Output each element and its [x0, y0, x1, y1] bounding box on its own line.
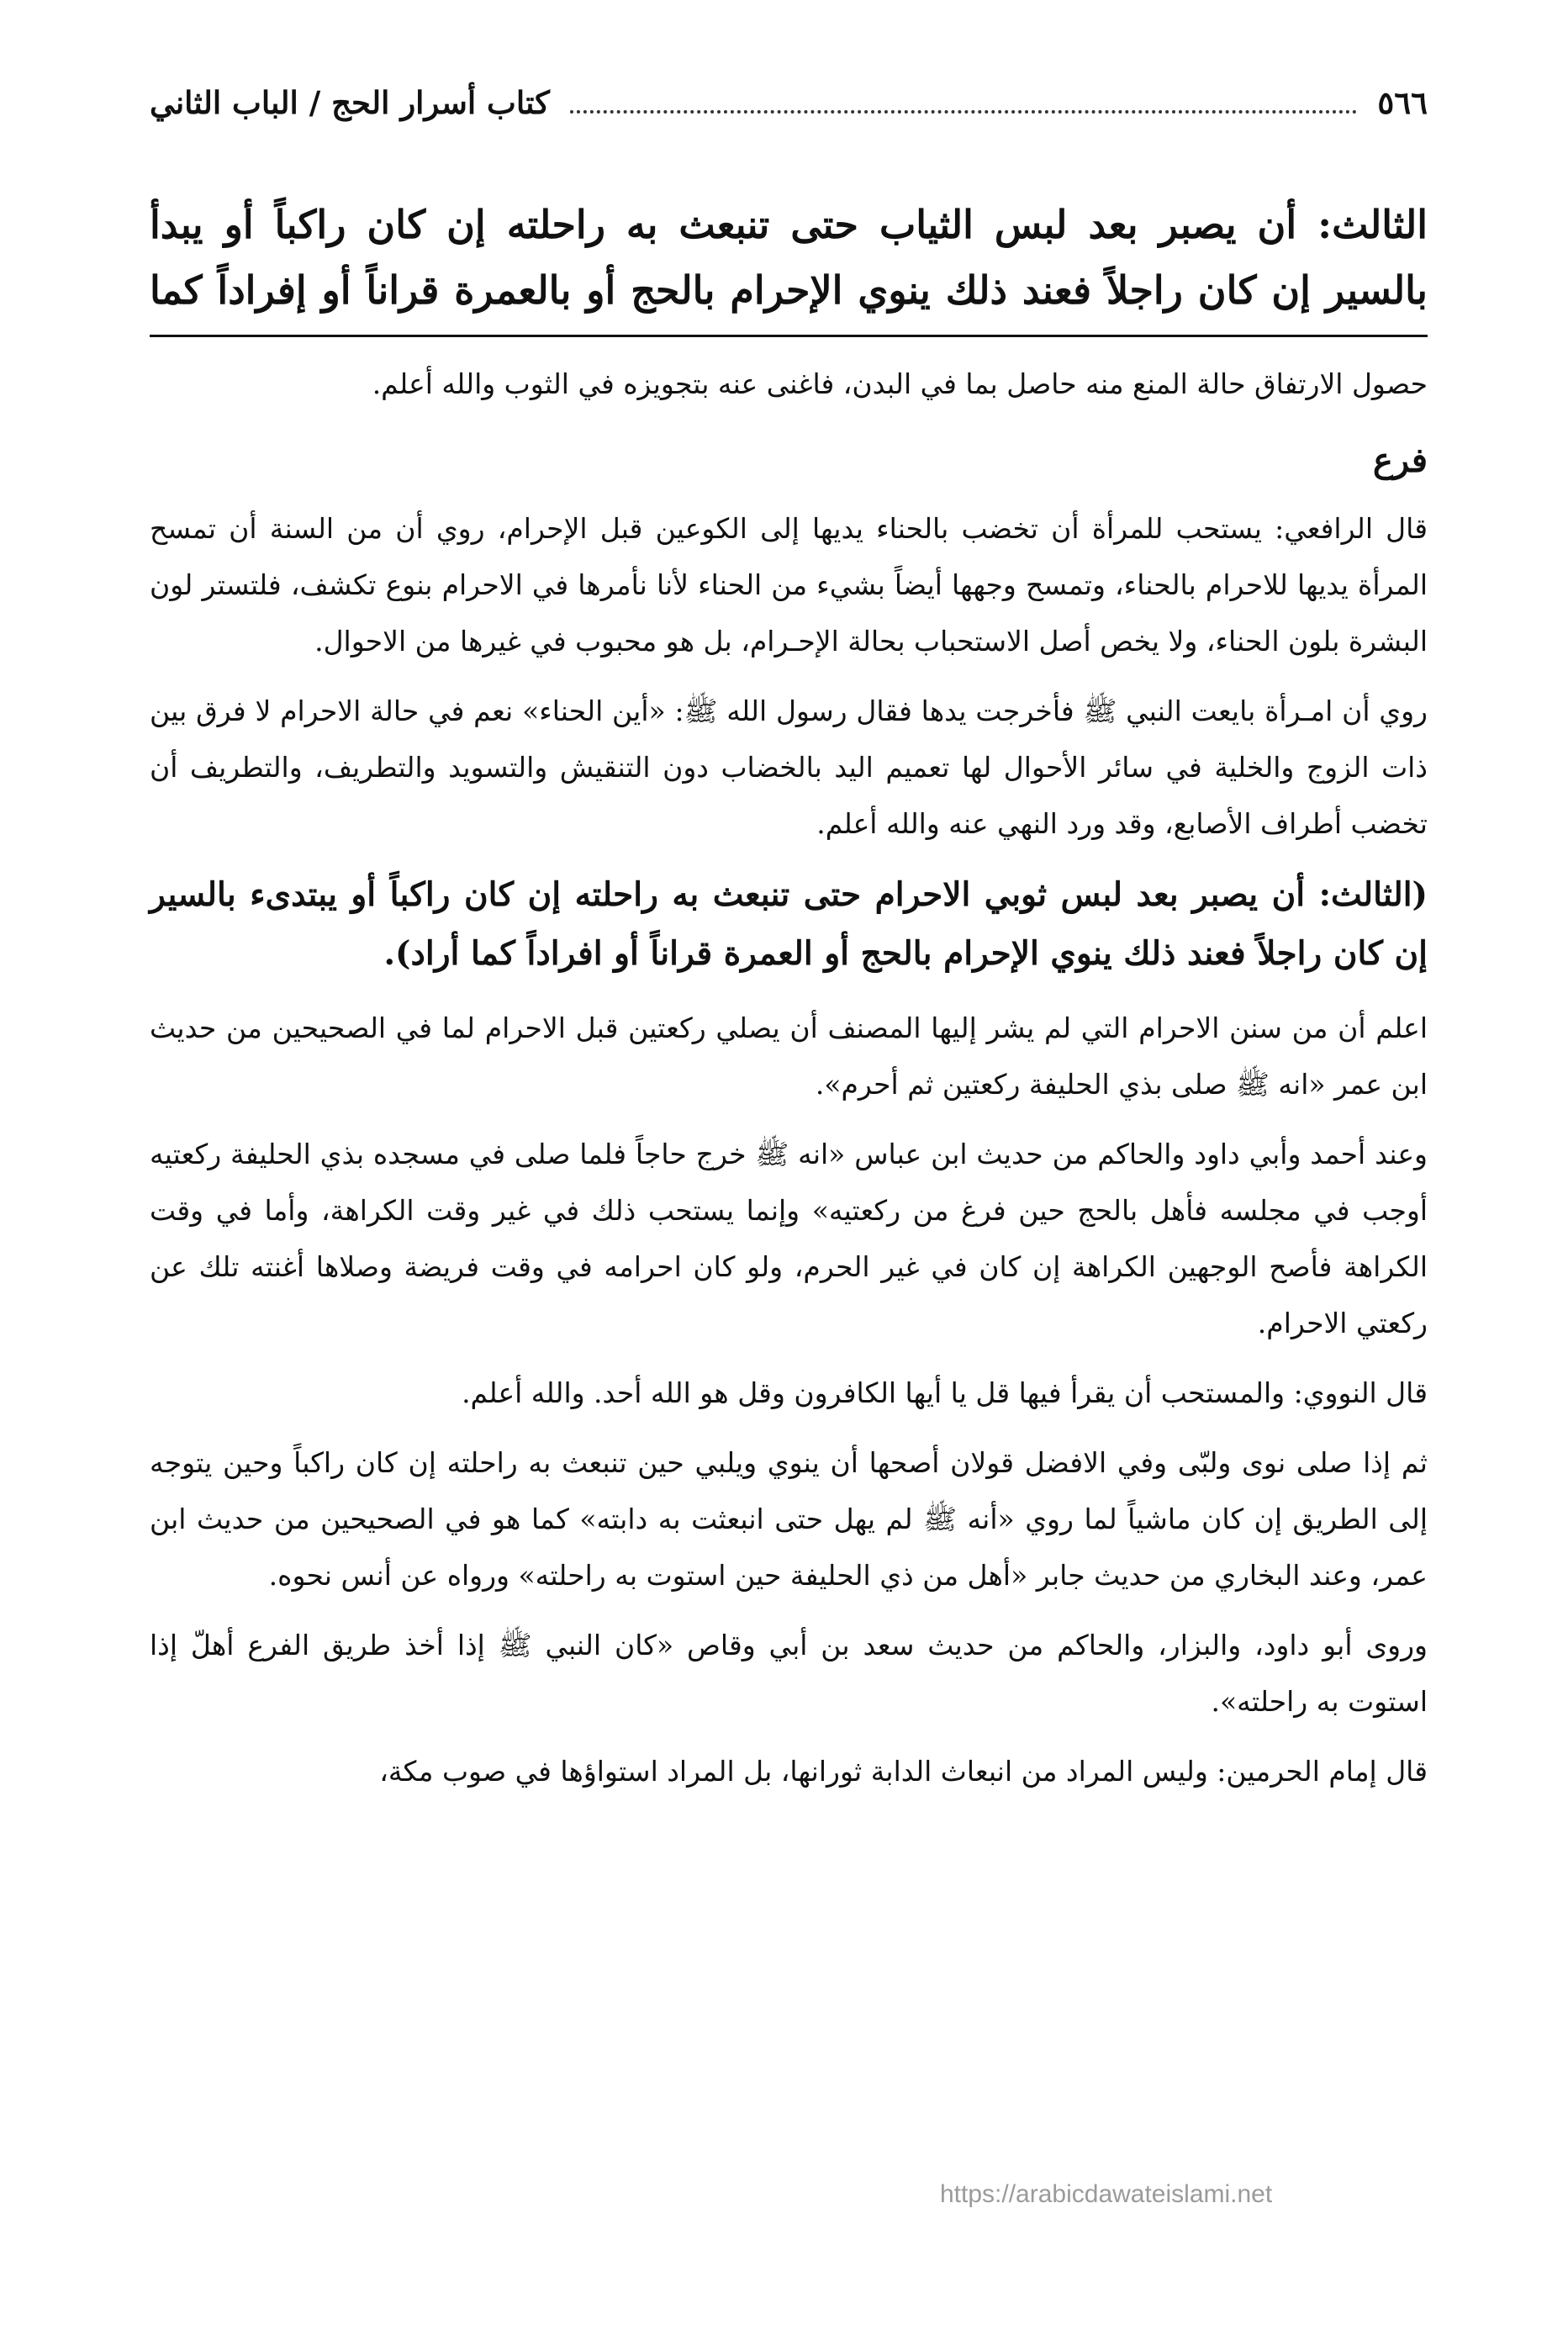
watermark-url: https://arabicdawateislami.net	[940, 2180, 1273, 2208]
commentary-paragraph: قال إمام الحرمين: وليس المراد من انبعاث الدابة ثورانها، بل المراد استواؤها في صوب مكة،	[379, 1755, 1428, 1788]
commentary-paragraph: قال النووي: والمستحب أن يقرأ فيها قل يا أيها الكافرون وقل هو الله أحد. والله أعلم.	[462, 1376, 1428, 1409]
commentary-paragraph: وروى أبو داود، والبزار، والحاكم من حديث سعد بن أبي وقاص «كان النبي ﷺ إذا أخذ طريق الفرع أهلّ إذا استوت به راحلته».	[150, 1629, 1428, 1718]
quoted-main-text: (الثالث: أن يصبر بعد لبس ثوبي الاحرام حتى تنبعث به راحلته إن كان راكباً أو يبتدىء بالسير إن كان راجلاً فعند ذلك ينوي الإحرام بالحج أو العمرة قراناً أو افراداً كما أراد).	[150, 875, 1428, 973]
main-text-lead: الثالث:	[1317, 202, 1428, 247]
commentary-paragraph: اعلم أن من سنن الاحرام التي لم يشر إليها المصنف أن يصلي ركعتين قبل الاحرام لما في الصحيحين من حديث ابن عمر «انه ﷺ صلى بذي الحليفة ركعتين ثم أحرم».	[150, 1012, 1428, 1101]
commentary-paragraph: ثم إذا صلى نوى ولبّى وفي الافضل قولان أصحها أن ينوي ويلبي حين تنبعث به راحلته إن كان راكباً وحين يتوجه إلى الطريق إن كان ماشياً لما روي «أنه ﷺ لم يهل حتى انبعثت به دابته» كما هو في الصحيحين من حديث ابن عمر، وعند البخاري من حديث جابر «أهل من ذي الحليفة حين استوت به راحلته» ورواه عن أنس نحوه.	[150, 1446, 1428, 1592]
main-text-body: أن يصبر بعد لبس الثياب حتى تنبعث به راحلته إن كان راكباً أو يبدأ بالسير إن كان راجلاً فعند ذلك ينوي الإحرام بالحج أو بالعمرة قراناً أو إفراداً كما	[150, 202, 1428, 313]
commentary	[150, 356, 1428, 1799]
commentary-paragraph: حصول الارتفاق حالة المنع منه حاصل بما في البدن، فاغنى عنه بتجويزه في الثوب والله أعلم.	[372, 367, 1428, 400]
text-divider	[150, 335, 1428, 337]
commentary-paragraph: وعند أحمد وأبي داود والحاكم من حديث ابن عباس «انه ﷺ خرج حاجاً فلما صلى في مسجده بذي الحليفة ركعتيه أوجب في مجلسه فأهل بالحج حين فرغ من ركعتيه» وإنما يستحب ذلك في غير وقت الكراهة، وأما في وقت الكراهة فأصح الوجهين الكراهة إن كان في غير الحرم، ولو كان احرامه في وقت فريضة وصلاها أغنته تلك عن ركعتي الاحرام.	[150, 1138, 1428, 1339]
page-header	[150, 84, 1428, 135]
commentary-paragraph: روي أن امـرأة بايعت النبي ﷺ فأخرجت يدها فقال رسول الله ﷺ: «أين الحناء» نعم في حالة الاحرام لا فرق بين ذات الزوج والخلية في سائر الأحوال لها تعميم اليد بالخضاب دون التنقيش والتسويد والتطريف، والتطريف أن تخضب أطراف الأصابع، وقد ورد النهي عنه والله أعلم.	[150, 695, 1428, 840]
header-dotted-leader	[570, 88, 1357, 114]
section-heading: فرع	[1372, 441, 1428, 480]
running-title: كتاب أسرار الحج / الباب الثاني	[150, 84, 550, 121]
book-page	[150, 84, 1428, 1813]
commentary-paragraph: قال الرافعي: يستحب للمرأة أن تخضب بالحناء يديها إلى الكوعين قبل الإحرام، روي أن من السنة أن تمسح المرأة يديها للاحرام بالحناء، وتمسح وجهها أيضاً بشيء من الحناء لأنا نأمرها في الاحرام بنوع تكشف، فلتستر لون البشرة بلون الحناء، ولا يخص أصل الاستحباب بحالة الإحـرام، بل هو محبوب في غيرها من الاحوال.	[150, 512, 1428, 658]
main-text	[150, 192, 1428, 323]
page-number: ٥٦٦	[1377, 84, 1428, 121]
